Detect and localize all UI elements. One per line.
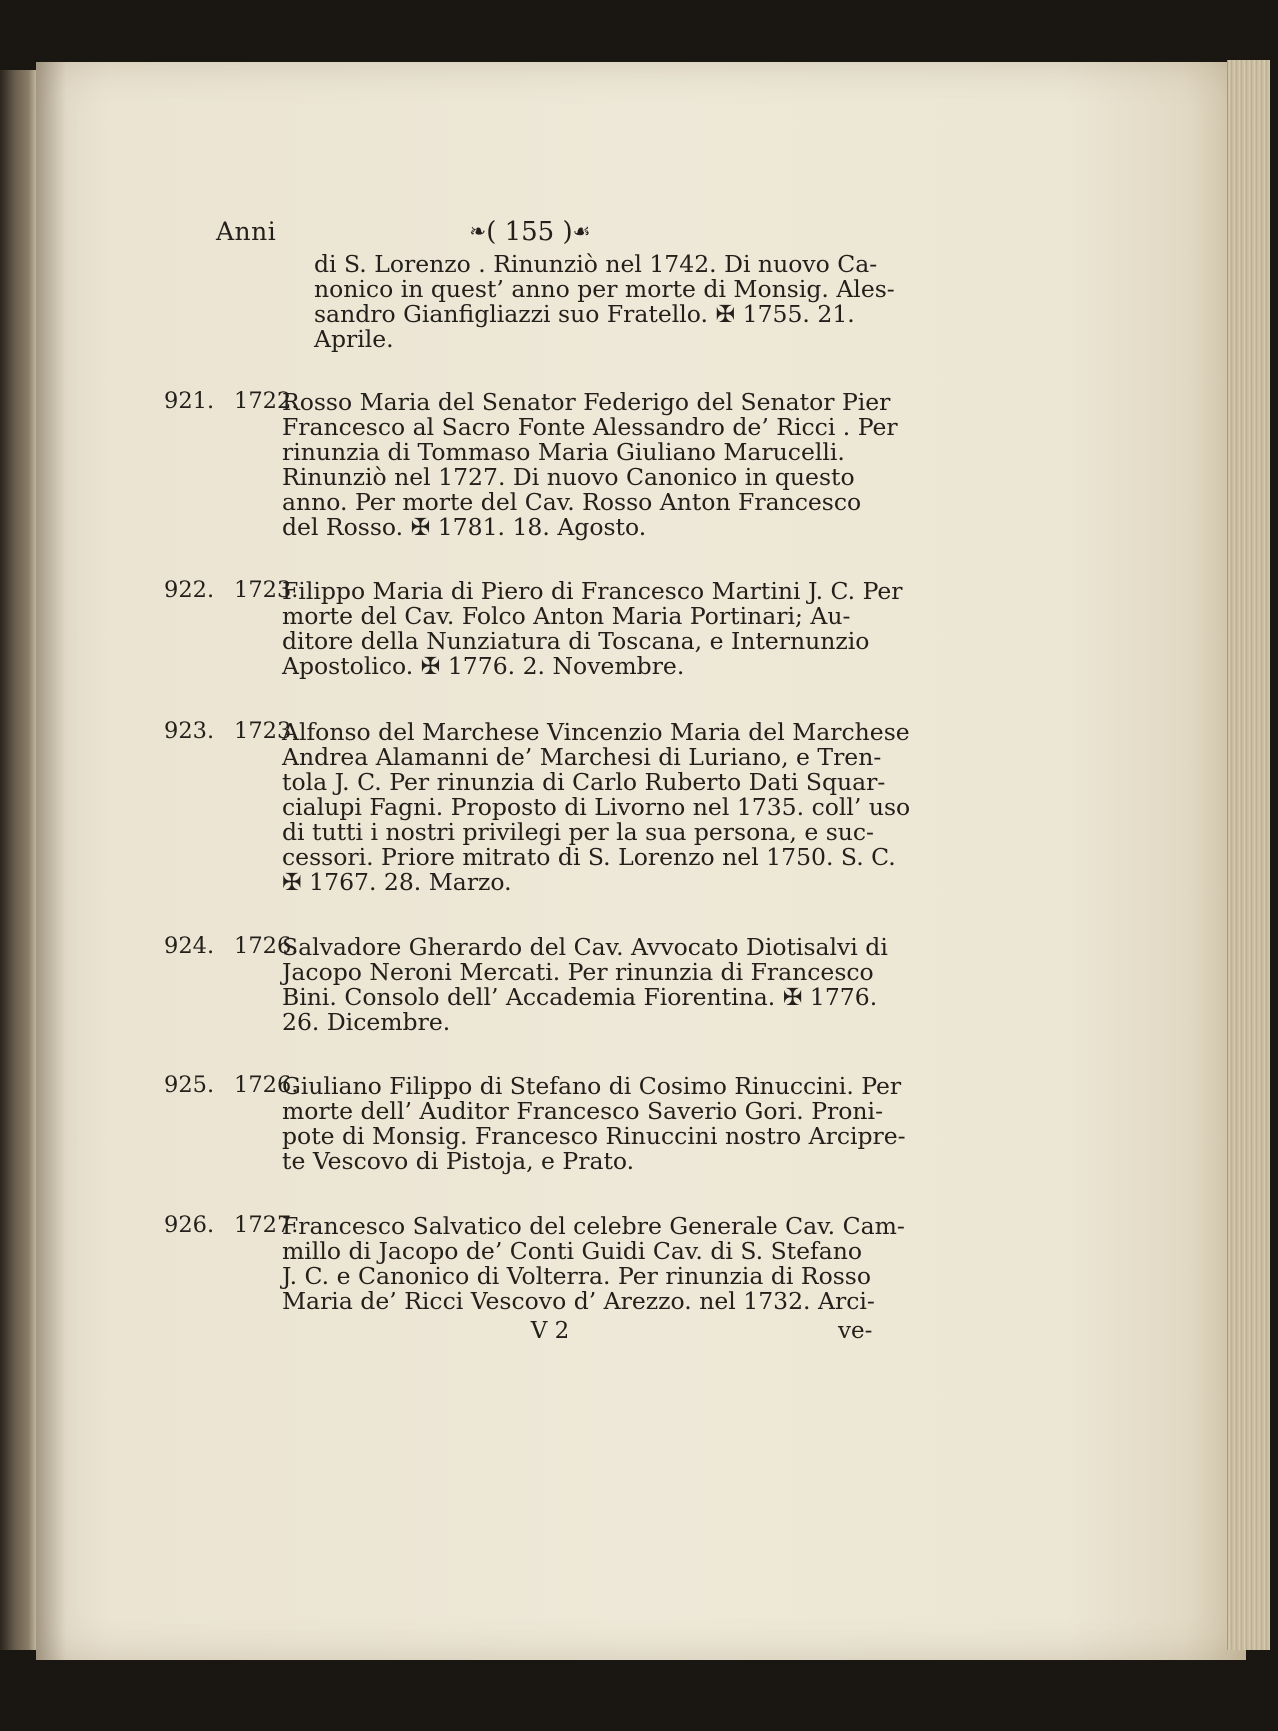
spine-shadow: [36, 62, 66, 1660]
entry-year: 1722.: [234, 388, 299, 414]
entry-number: 924.: [164, 933, 215, 959]
text-line: nonico in quest’ anno per morte di Monsig. Ales-: [314, 275, 895, 303]
text-line: cialupi Fagni. Proposto di Livorno nel 1735. coll’ uso: [282, 793, 911, 821]
text-line: Giuliano Filippo di Stefano di Cosimo Rinuccini. Per: [282, 1072, 902, 1100]
catchword: ve-: [838, 1318, 873, 1344]
text-line: Alfonso del Marchese Vincenzio Maria del Marchese: [282, 718, 910, 746]
text-line: Francesco al Sacro Fonte Alessandro de’ Ricci . Per: [282, 413, 898, 441]
text-line: di tutti i nostri privilegi per la sua persona, e suc-: [282, 818, 874, 846]
text-line: pote di Monsig. Francesco Rinuccini nostro Arcipre-: [282, 1122, 906, 1150]
text-line: ditore della Nunziatura di Toscana, e Internunzio: [282, 627, 870, 655]
text-line: del Rosso. ✠ 1781. 18. Agosto.: [282, 513, 647, 541]
text-line: Rosso Maria del Senator Federigo del Senator Pier: [282, 388, 891, 416]
entry-number: 921.: [164, 388, 215, 414]
page-stack-edge: [1227, 60, 1270, 1650]
signature-mark: V 2: [530, 1318, 570, 1344]
text-line: 26. Dicembre.: [282, 1008, 451, 1036]
text-line: Filippo Maria di Piero di Francesco Martini J. C. Per: [282, 577, 903, 605]
entry-year: 1723.: [234, 577, 299, 603]
text-line: J. C. e Canonico di Volterra. Per rinunzia di Rosso: [282, 1262, 872, 1290]
facing-page-edge: [0, 70, 38, 1650]
text-line: sandro Gianfigliazzi suo Fratello. ✠ 1755. 21.: [314, 300, 855, 328]
folio-number: [430, 217, 630, 247]
text-line: morte del Cav. Folco Anton Maria Portinari; Au-: [282, 602, 851, 630]
entry-year: 1726.: [234, 933, 299, 959]
text-line: Apostolico. ✠ 1776. 2. Novembre.: [282, 652, 685, 680]
text-line: Andrea Alamanni de’ Marchesi di Luriano, e Tren-: [282, 743, 882, 771]
entry-number: 923.: [164, 718, 215, 744]
ornament-left-icon: ❧: [469, 219, 487, 243]
text-line: ✠ 1767. 28. Marzo.: [282, 868, 512, 896]
text-line: anno. Per morte del Cav. Rosso Anton Francesco: [282, 488, 862, 516]
ornament-right-icon: ☙: [572, 219, 591, 243]
text-line: te Vescovo di Pistoja, e Prato.: [282, 1147, 635, 1175]
entry-number: 925.: [164, 1072, 215, 1098]
text-line: Salvadore Gherardo del Cav. Avvocato Diotisalvi di: [282, 933, 888, 961]
entry-number: 926.: [164, 1212, 215, 1238]
entry-number: 922.: [164, 577, 215, 603]
text-line: Aprile.: [314, 325, 394, 353]
text-line: millo di Jacopo de’ Conti Guidi Cav. di S. Stefano: [282, 1237, 863, 1265]
text-line: cessori. Priore mitrato di S. Lorenzo nel 1750. S. C.: [282, 843, 896, 871]
text-line: rinunzia di Tommaso Maria Giuliano Marucelli.: [282, 438, 845, 466]
running-head: Anni: [216, 217, 277, 246]
text-line: di S. Lorenzo . Rinunziò nel 1742. Di nuovo Ca-: [314, 250, 878, 278]
text-line: Francesco Salvatico del celebre Generale Cav. Cam-: [282, 1212, 905, 1240]
text-line: tola J. C. Per rinunzia di Carlo Ruberto Dati Squar-: [282, 768, 886, 796]
text-line: Maria de’ Ricci Vescovo d’ Arezzo. nel 1732. Arci-: [282, 1287, 875, 1315]
page-number: ( 155 ): [486, 217, 573, 247]
text-line: Rinunziò nel 1727. Di nuovo Canonico in questo: [282, 463, 855, 491]
entry-year: 1727.: [234, 1212, 299, 1238]
text-line: Bini. Consolo dell’ Accademia Fiorentina. ✠ 1776.: [282, 983, 878, 1011]
text-line: morte dell’ Auditor Francesco Saverio Gori. Proni-: [282, 1097, 884, 1125]
page-header: [0, 217, 1278, 253]
entry-year: 1726.: [234, 1072, 299, 1098]
text-line: Jacopo Neroni Mercati. Per rinunzia di Francesco: [282, 958, 874, 986]
entry-year: 1723.: [234, 718, 299, 744]
